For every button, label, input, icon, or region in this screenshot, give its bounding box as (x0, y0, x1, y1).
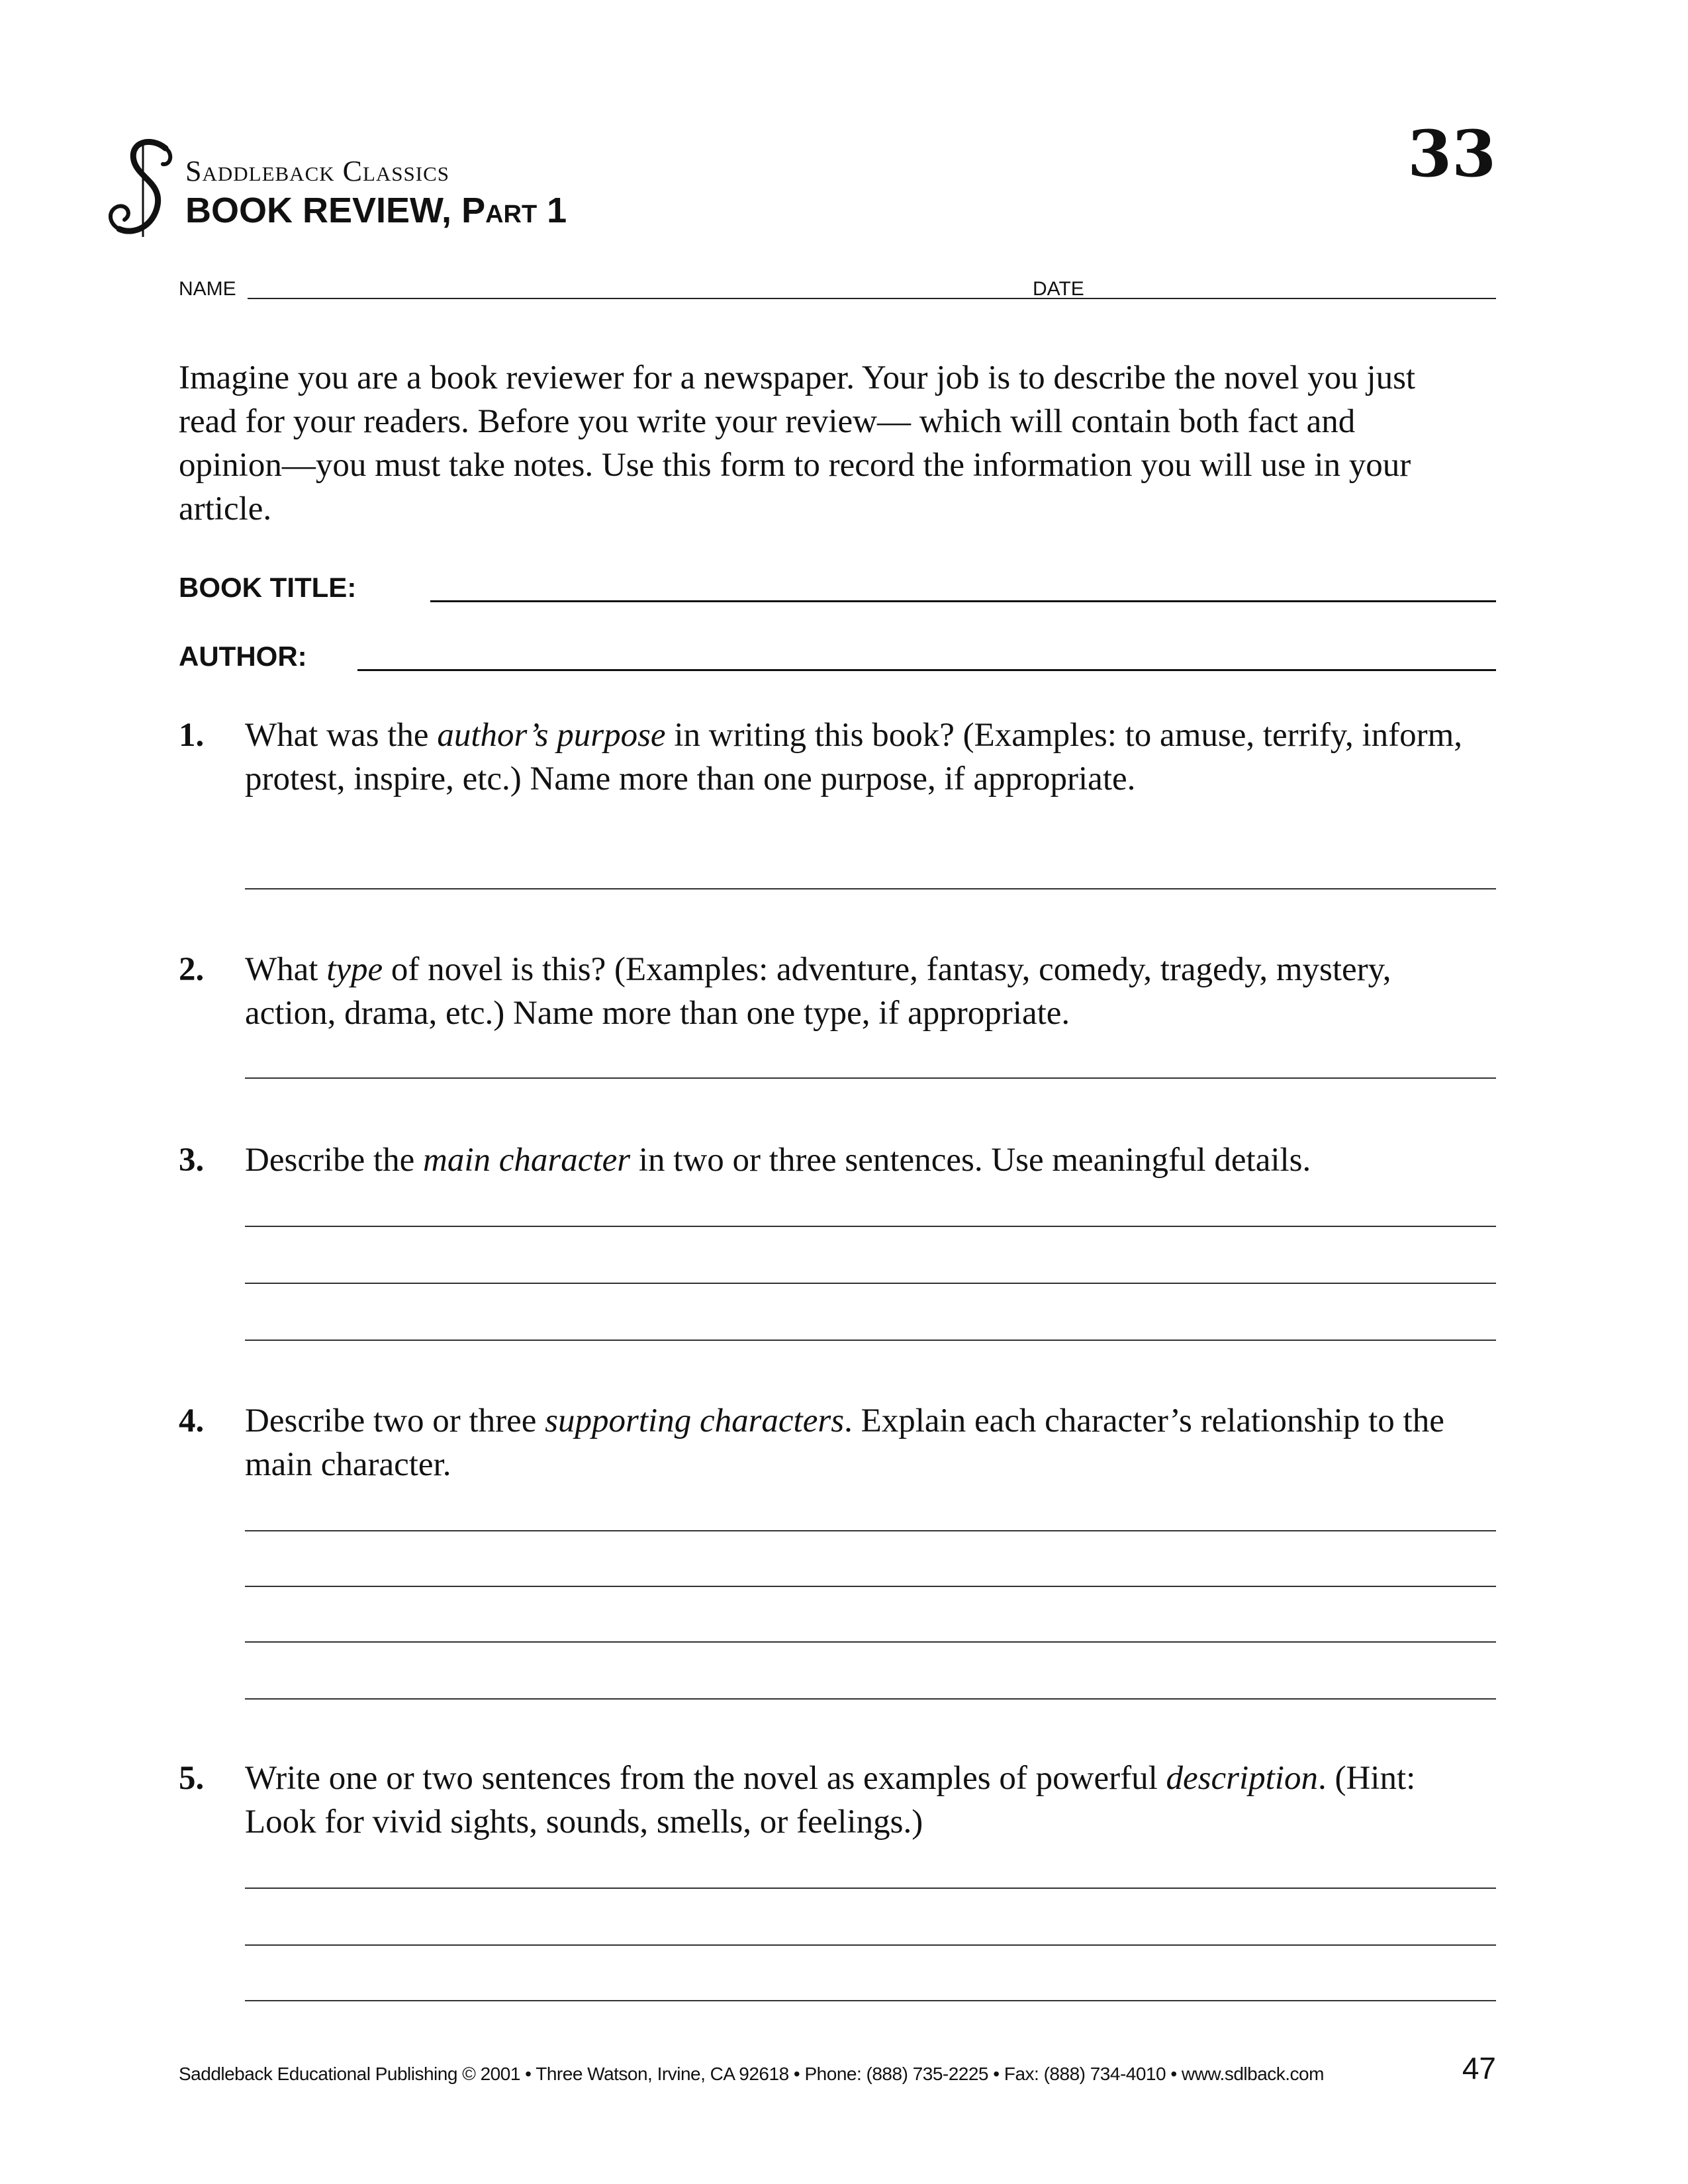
author-row (179, 635, 1496, 675)
answer-line-5-3[interactable] (245, 2000, 1496, 2001)
author-label: AUTHOR: (179, 641, 307, 672)
series-name: Saddleback Classics (185, 155, 450, 187)
question-number: 3. (179, 1142, 205, 1179)
question-number: 4. (179, 1402, 205, 1439)
answer-line-4-2[interactable] (245, 1586, 1496, 1587)
publisher-footer: Saddleback Educational Publishing © 2001 • Three Watson, Irvine, CA 92618 • Phone: (888) 735-2225 • Fax: (888) 734-4010 • www.sdlback.com (179, 2064, 1324, 2084)
book-title-row (179, 567, 1496, 606)
name-field[interactable] (248, 298, 1168, 299)
name-date-row (179, 273, 1496, 302)
answer-line-3-3[interactable] (245, 1340, 1496, 1341)
answer-line-5-1[interactable] (245, 1888, 1496, 1889)
answer-line-1-1[interactable] (245, 888, 1496, 889)
answer-line-4-4[interactable] (245, 1698, 1496, 1700)
answer-line-4-1[interactable] (245, 1530, 1496, 1531)
book-title-label: BOOK TITLE: (179, 572, 357, 603)
question-number: 1. (179, 717, 205, 754)
sheet-number: 33 (1407, 116, 1496, 191)
title-main: BOOK REVIEW, (185, 191, 462, 230)
question-number: 5. (179, 1760, 205, 1797)
question-text: Write one or two sentences from the novel as examples of powerful description. (Hint: Look for vivid sights, sounds, smells, or feelings.) (245, 1760, 1416, 1841)
instructions-paragraph: Imagine you are a book reviewer for a newspaper. Your job is to describe the novel you just read for your readers. Before you write your review— which will contain both fact and opinion—you must take notes. Use this form to record the information you will use in your article. (179, 359, 1416, 527)
question-number: 2. (179, 951, 205, 988)
answer-line-5-2[interactable] (245, 1944, 1496, 1946)
saddleback-s-logo-icon (105, 136, 183, 242)
answer-line-2-1[interactable] (245, 1077, 1496, 1079)
date-label: DATE (1033, 278, 1084, 300)
worksheet-title (185, 189, 567, 232)
question-text: Describe two or three supporting characters. Explain each character’s relationship to the main character. (245, 1402, 1444, 1483)
author-field[interactable] (357, 669, 1496, 671)
page-number: 47 (1462, 2051, 1496, 2085)
answer-line-3-1[interactable] (245, 1226, 1496, 1227)
title-part: Part 1 (461, 191, 567, 230)
question-text: Describe the main character in two or three sentences. Use meaningful details. (245, 1142, 1311, 1179)
question-text: What was the author’s purpose in writing this book? (Examples: to amuse, terrify, inform, protest, inspire, etc.) Name more than one purpose, if appropriate. (245, 717, 1463, 797)
question-text: What type of novel is this? (Examples: adventure, fantasy, comedy, tragedy, mystery, action, drama, etc.) Name more than one type, if appropriate. (245, 951, 1391, 1032)
answer-line-3-2[interactable] (245, 1283, 1496, 1284)
answer-line-4-3[interactable] (245, 1641, 1496, 1643)
name-label: NAME (179, 278, 236, 300)
date-field[interactable] (1095, 298, 1496, 299)
book-title-field[interactable] (430, 600, 1496, 602)
